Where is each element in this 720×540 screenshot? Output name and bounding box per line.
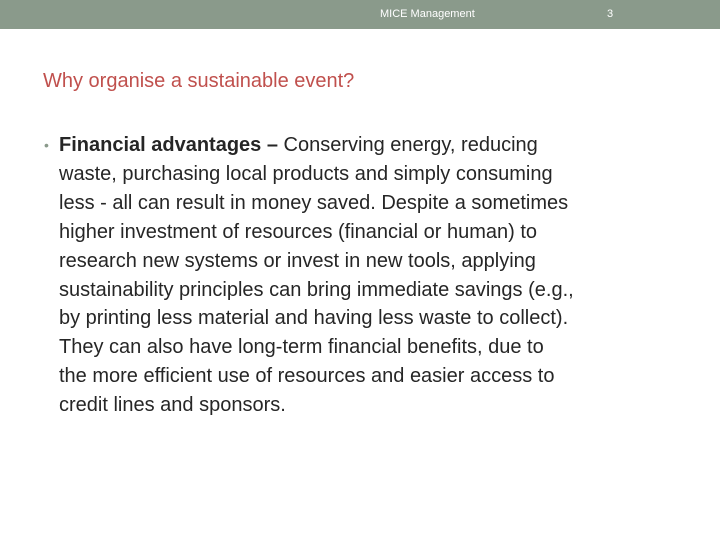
page-number: 3 xyxy=(607,8,614,20)
bullet-text: Conserving energy, reducing xyxy=(277,134,538,156)
bullet-icon: • xyxy=(44,137,49,153)
header-bar xyxy=(0,0,720,29)
bullet-point xyxy=(44,131,699,420)
bullet-line: sustainability principles can bring immediate savings (e.g., xyxy=(59,278,574,301)
bullet-line xyxy=(59,131,699,160)
bullet-line: research new systems or invest in new tools, applying xyxy=(59,249,536,272)
header-title: MICE Management xyxy=(380,8,475,20)
bullet-line: by printing less material and having less waste to collect). xyxy=(59,307,569,330)
slide-title: Why organise a sustainable event? xyxy=(43,70,355,92)
bullet-line: the more efficient use of resources and easier access to xyxy=(59,365,555,388)
bullet-line: waste, purchasing local products and simply consuming xyxy=(59,162,553,185)
bullet-lead: Financial advantages – xyxy=(59,134,278,156)
bullet-line: They can also have long-term financial benefits, due to xyxy=(59,336,544,359)
bullet-line: less - all can result in money saved. Despite a sometimes xyxy=(59,191,569,214)
bullet-line: credit lines and sponsors. xyxy=(59,394,286,417)
bullet-line: higher investment of resources (financial or human) to xyxy=(59,220,538,243)
